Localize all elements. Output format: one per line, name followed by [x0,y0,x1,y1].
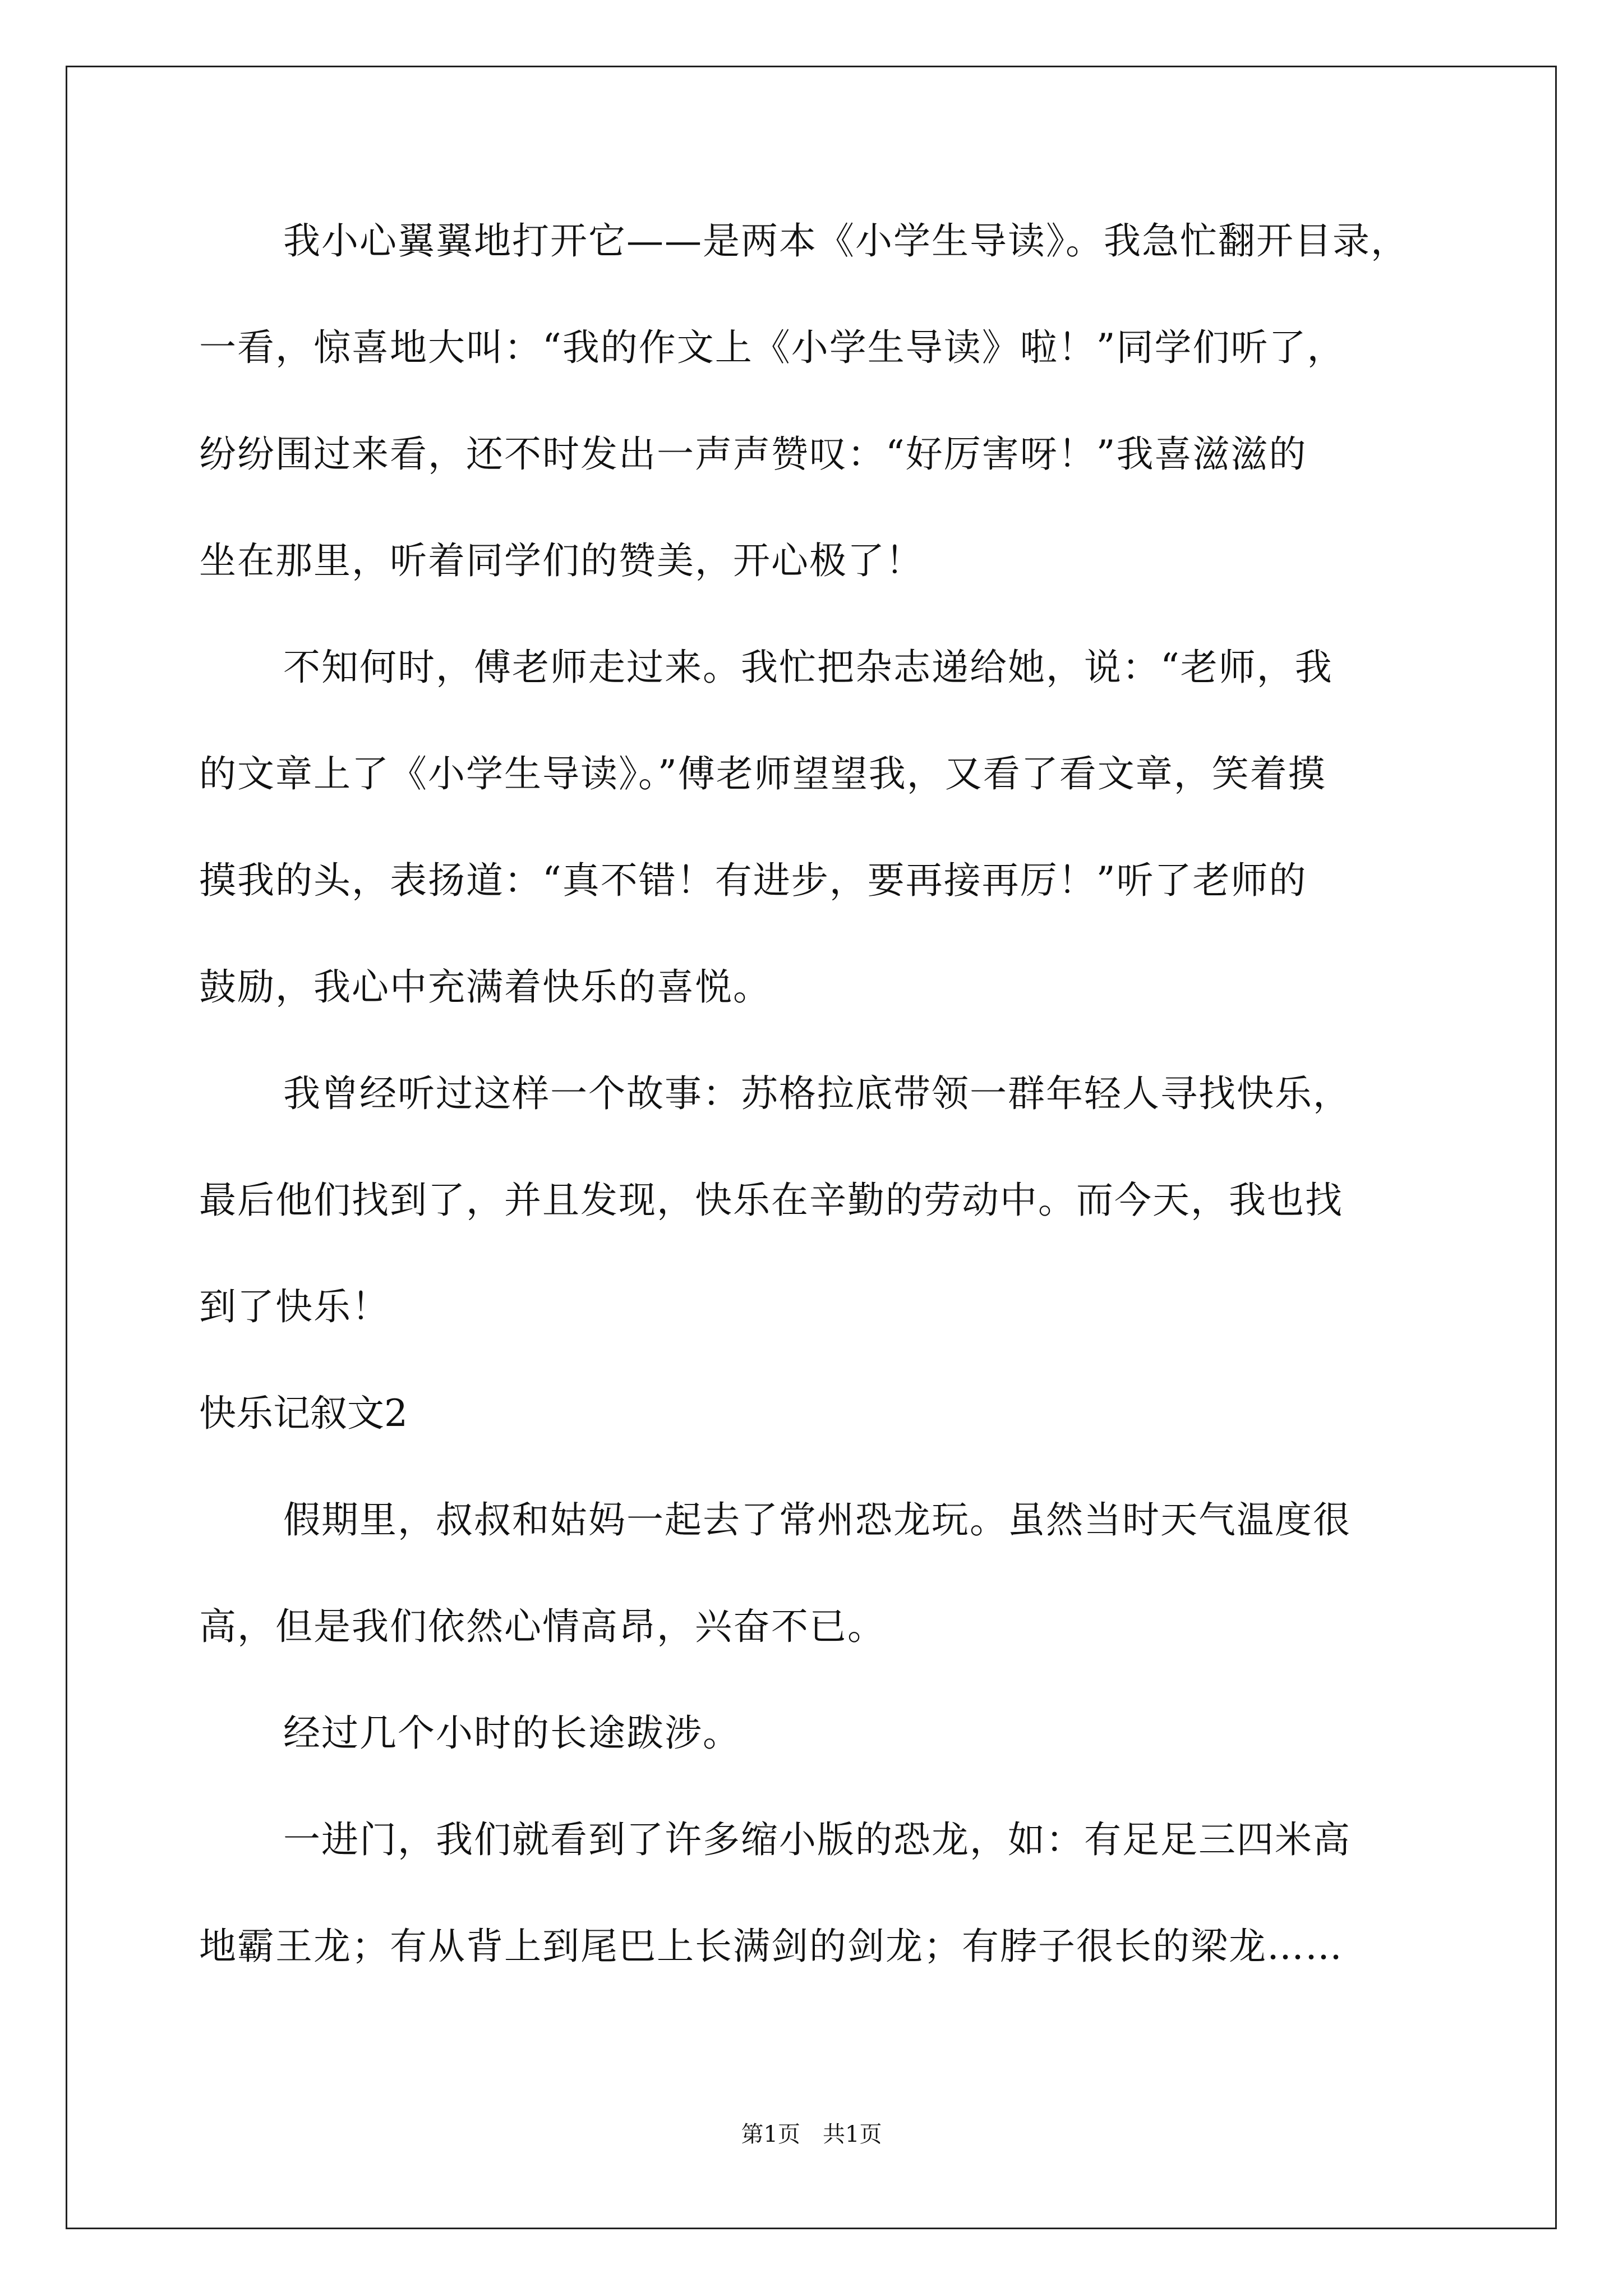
section-heading: 快乐记叙文2 [199,1392,408,1435]
paragraph-line: 纷纷围过来看，还不时发出一声声赞叹：“好厉害呀！”我喜滋滋的 [199,432,1307,476]
paragraph-line: 一看，惊喜地大叫：“我的作文上《小学生导读》啦！”同学们听了， [199,326,1345,369]
paragraph-line: 一进门，我们就看到了许多缩小版的恐龙，如：有足足三四米高 [283,1818,1351,1861]
paragraph-line: 高，但是我们依然心情高昂，兴奋不已。 [199,1605,886,1648]
page-footer: 第1页 共1页 [741,2122,882,2147]
paragraph-line: 最后他们找到了，并且发现，快乐在辛勤的劳动中。而今天，我也找 [199,1179,1343,1222]
document-body [199,219,1433,2031]
paragraph-line: 地霸王龙；有从背上到尾巴上长满剑的剑龙；有脖子很长的梁龙…… [199,1925,1343,1968]
paragraph-line: 我曾经听过这样一个故事：苏格拉底带领一群年轻人寻找快乐， [283,1072,1351,1115]
paragraph-line: 鼓励，我心中充满着快乐的喜悦。 [199,965,771,1009]
paragraph-line: 我小心翼翼地打开它——是两本《小学生导读》。我急忙翻开目录， [283,219,1409,263]
paragraph-line: 到了快乐！ [199,1285,390,1328]
paragraph-line: 经过几个小时的长途跋涉。 [283,1711,741,1755]
paragraph-line: 不知何时，傅老师走过来。我忙把杂志递给她，说：“老师，我 [283,646,1333,689]
paragraph-line: 坐在那里，听着同学们的赞美，开心极了！ [199,539,924,582]
paragraph-line: 的文章上了《小学生导读》。”傅老师望望我，又看了看文章，笑着摸 [199,752,1326,795]
paragraph-line: 摸我的头，表扬道：“真不错！有进步，要再接再厉！”听了老师的 [199,859,1307,902]
paragraph-line: 假期里，叔叔和姑妈一起去了常州恐龙玩。虽然当时天气温度很 [283,1498,1351,1542]
